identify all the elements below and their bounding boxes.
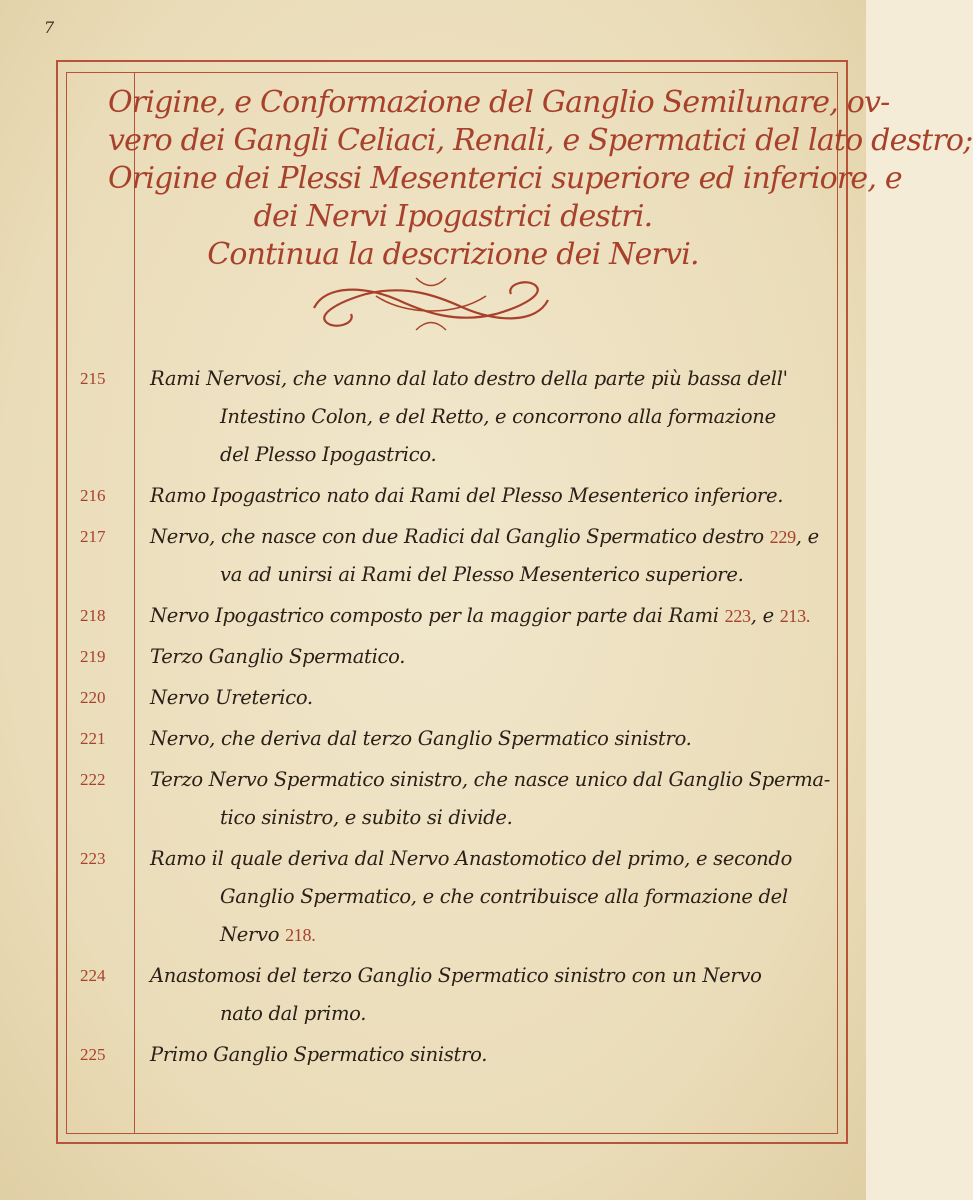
entry-text — [150, 518, 819, 594]
cross-reference-number: 218. — [285, 925, 316, 945]
entry-number: 225 — [80, 1045, 106, 1064]
entry-text — [150, 957, 790, 1033]
entry-line-text: , e — [795, 525, 819, 548]
title-line: dei Nervi Ipogastrici destri. — [253, 199, 653, 234]
entry-line: Nervo, che deriva dal terzo Ganglio Spermatico sinistro. — [150, 727, 692, 750]
entry-number: 219 — [80, 647, 106, 666]
entry-text — [150, 761, 831, 837]
entry-text — [150, 477, 790, 515]
list-item — [0, 720, 866, 758]
page-title — [108, 84, 973, 274]
calligraphic-flourish-ornament — [306, 272, 556, 336]
list-item — [0, 761, 866, 837]
title-line: Continua la descrizione dei Nervi. — [207, 237, 699, 272]
entry-line: Nervo Ureterico. — [150, 686, 313, 709]
entry-text — [150, 840, 793, 954]
entry-line-text: Nervo, che nasce con due Radici dal Ganglio Spermatico destro — [150, 525, 764, 548]
entry-line: Terzo Nervo Spermatico sinistro, che nasce unico dal Ganglio Sperma- — [150, 768, 831, 791]
entry-line — [150, 518, 819, 556]
entry-number: 217 — [80, 527, 106, 546]
entry-line-text: Nervo Ipogastrico composto per la maggior parte dai Rami — [150, 604, 719, 627]
entry-line-text: Nervo — [220, 923, 280, 946]
list-item — [0, 638, 866, 676]
entry-line: del Plesso Ipogastrico. — [220, 443, 437, 466]
page-number: 7 — [44, 18, 55, 37]
entry-line: Terzo Ganglio Spermatico. — [150, 645, 406, 668]
entry-line — [150, 597, 811, 635]
list-item — [0, 679, 866, 717]
entry-text — [150, 597, 811, 635]
cross-reference-number: 213. — [779, 606, 811, 626]
list-item — [0, 957, 866, 1033]
cross-reference-number: 223 — [724, 606, 751, 626]
entry-number: 222 — [80, 770, 106, 789]
entry-line: Anastomosi del terzo Ganglio Spermatico sinistro con un Nervo — [150, 964, 762, 987]
entry-number: 223 — [80, 849, 106, 868]
list-item — [0, 360, 866, 474]
title-line: Origine dei Plessi Mesenterici superiore ed inferiore, e — [108, 161, 902, 196]
entry-line: nato dal primo. — [220, 1002, 367, 1025]
title-line: Origine, e Conformazione del Ganglio Semilunare, ov- — [108, 85, 890, 120]
entry-list — [0, 360, 866, 1077]
title-line: vero dei Gangli Celiaci, Renali, e Spermatici del lato destro; — [108, 123, 973, 158]
entry-number: 221 — [80, 729, 106, 748]
entry-text — [150, 360, 790, 474]
entry-number: 218 — [80, 606, 106, 625]
list-item — [0, 477, 866, 515]
list-item — [0, 597, 866, 635]
entry-line: Primo Ganglio Spermatico sinistro. — [150, 1043, 488, 1066]
entry-line-text: , e — [750, 604, 774, 627]
entry-line: Ganglio Spermatico, e che contribuisce alla formazione del — [220, 885, 788, 908]
cross-reference-number: 229 — [769, 527, 796, 547]
entry-number: 220 — [80, 688, 106, 707]
entry-number: 216 — [80, 486, 106, 505]
entry-line: Ramo Ipogastrico nato dai Rami del Plesso Mesenterico inferiore. — [150, 484, 784, 507]
entry-line — [150, 916, 790, 954]
entry-text — [150, 1036, 790, 1074]
entry-text — [150, 638, 790, 676]
entry-line: va ad unirsi ai Rami del Plesso Mesenterico superiore. — [220, 563, 744, 586]
entry-line: Ramo il quale deriva dal Nervo Anastomotico del primo, e secondo — [150, 847, 793, 870]
list-item — [0, 1036, 866, 1074]
entry-line: Intestino Colon, e del Retto, e concorrono alla formazione — [220, 405, 776, 428]
entry-text — [150, 720, 790, 758]
list-item — [0, 840, 866, 954]
list-item — [0, 518, 866, 594]
entry-line: Rami Nervosi, che vanno dal lato destro della parte più bassa dell' — [150, 367, 788, 390]
entry-number: 224 — [80, 966, 106, 985]
entry-text — [150, 679, 790, 717]
entry-line: tico sinistro, e subito si divide. — [220, 806, 513, 829]
entry-number: 215 — [80, 369, 106, 388]
